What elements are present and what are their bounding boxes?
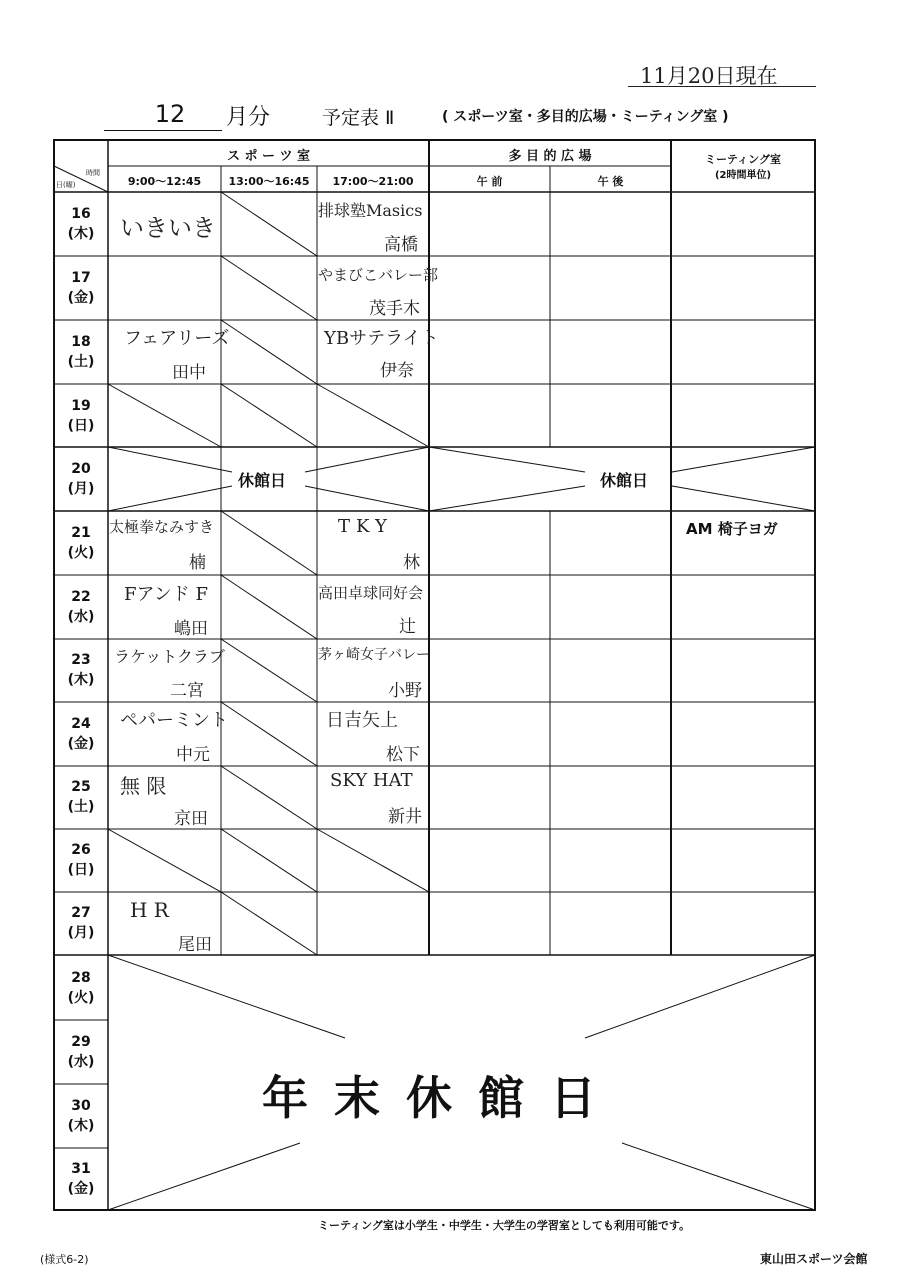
day-cell: 17 (金) <box>67 270 95 306</box>
reservation-25-morning-person: 京田 <box>174 809 208 829</box>
reservation-21-evening-person: 林 <box>403 553 420 573</box>
closed-label-sports: 休館日 <box>238 471 287 490</box>
day-cell: 22 (水) <box>67 589 95 625</box>
reservation-23-morning-name: ラケットクラブ <box>114 647 225 666</box>
reservation-18-evening-name: YBサテライト <box>324 328 439 349</box>
header-sports-room: ス ポ ー ツ 室 <box>226 149 311 164</box>
reservation-21-evening-name: TKY <box>338 516 393 537</box>
day-cell: 16 (木) <box>67 206 95 242</box>
reservation-27-morning-name: H R <box>130 898 169 922</box>
reservation-24-morning-person: 中元 <box>176 745 210 765</box>
slot-afternoon: 13:00～16:45 <box>228 175 310 188</box>
header-multipurpose: 多 目 的 広 場 <box>508 149 592 164</box>
reservation-16-evening-person: 高橋 <box>384 235 418 255</box>
reservation-23-evening-person: 小野 <box>388 681 422 701</box>
header-meeting-room: ミーティング室 <box>705 153 781 166</box>
reservation-27-morning-person: 尾田 <box>178 935 212 955</box>
reservation-17-evening-person: 茂手木 <box>369 299 420 319</box>
reservation-25-morning-name: 無 限 <box>120 774 167 798</box>
reservation-18-evening-person: 伊奈 <box>380 361 414 381</box>
day-cell: 24 (金) <box>67 716 95 752</box>
reservation-22-evening-person: 辻 <box>399 617 416 637</box>
reservation-24-evening-name: 日吉矢上 <box>326 710 398 731</box>
as-of-date: 11月20日現在 <box>640 64 778 88</box>
header-meeting-unit: (2時間単位) <box>714 170 772 181</box>
reservation-25-evening-person: 新井 <box>388 807 422 827</box>
reservation-16-evening-name: 排球塾Masics <box>318 201 423 220</box>
reservation-18-morning-person: 田中 <box>172 363 206 383</box>
year-end-closed-label: 年末休館日 <box>262 1071 622 1125</box>
day-cell: 28 (火) <box>67 970 95 1006</box>
day-cell: 26 (日) <box>67 842 95 878</box>
reservation-22-morning-name: Fアンド F <box>124 584 208 605</box>
title-month: 12 <box>154 100 186 128</box>
title-main: 予定表 Ⅱ <box>322 107 395 129</box>
header-am: 午 前 <box>476 175 503 188</box>
day-cell: 27 (月) <box>67 905 95 941</box>
organization-name: 東山田スポーツ会館 <box>760 1252 868 1266</box>
header-pm: 午 後 <box>597 175 624 188</box>
day-cell: 31 (金) <box>67 1161 95 1197</box>
day-cell: 30 (木) <box>67 1098 95 1134</box>
day-cell: 18 (土) <box>67 334 95 370</box>
title-month-unit: 月分 <box>226 105 271 130</box>
day-cell: 21 (火) <box>67 525 95 561</box>
header-corner-time: 時間 <box>86 169 100 177</box>
reservation-18-morning-name: フェアリーズ <box>124 328 230 349</box>
form-number: (様式6-2) <box>40 1253 89 1266</box>
slot-morning: 9:00～12:45 <box>127 175 202 188</box>
reservation-22-morning-person: 嶋田 <box>174 619 208 639</box>
slot-evening: 17:00～21:00 <box>332 175 414 188</box>
reservation-21-morning-name: 太極拳なみすき <box>109 518 215 536</box>
day-cell: 29 (水) <box>67 1034 95 1070</box>
day-cell: 23 (木) <box>67 652 95 688</box>
reservation-24-morning-name: ペパーミント <box>120 710 228 731</box>
reservation-16-morning: いきいき <box>120 214 216 242</box>
footnote: ミーティング室は小学生・中学生・大学生の学習室としても利用可能です。 <box>318 1219 691 1232</box>
day-cell: 20 (月) <box>67 461 95 497</box>
reservation-22-evening-name: 高田卓球同好会 <box>318 584 424 602</box>
title-facilities: ( スポーツ室・多目的広場・ミーティング室 ) <box>442 109 729 125</box>
closed-label-multipurpose: 休館日 <box>600 471 649 490</box>
reservation-21-morning-person: 楠 <box>189 553 206 573</box>
reservation-23-morning-person: 二宮 <box>170 681 204 701</box>
reservation-24-evening-person: 松下 <box>386 745 420 765</box>
day-cell: 25 (土) <box>67 779 95 815</box>
reservation-23-evening-name: 茅ヶ崎女子バレー <box>318 647 430 663</box>
day-cell: 19 (日) <box>67 398 95 434</box>
reservation-21-meeting: AM 椅子ヨガ <box>686 520 778 538</box>
reservation-17-evening-name: やまびこバレー部 <box>318 266 439 284</box>
header-corner-day: 日(曜) <box>56 181 76 189</box>
reservation-25-evening-name: SKY HAT <box>330 770 413 791</box>
